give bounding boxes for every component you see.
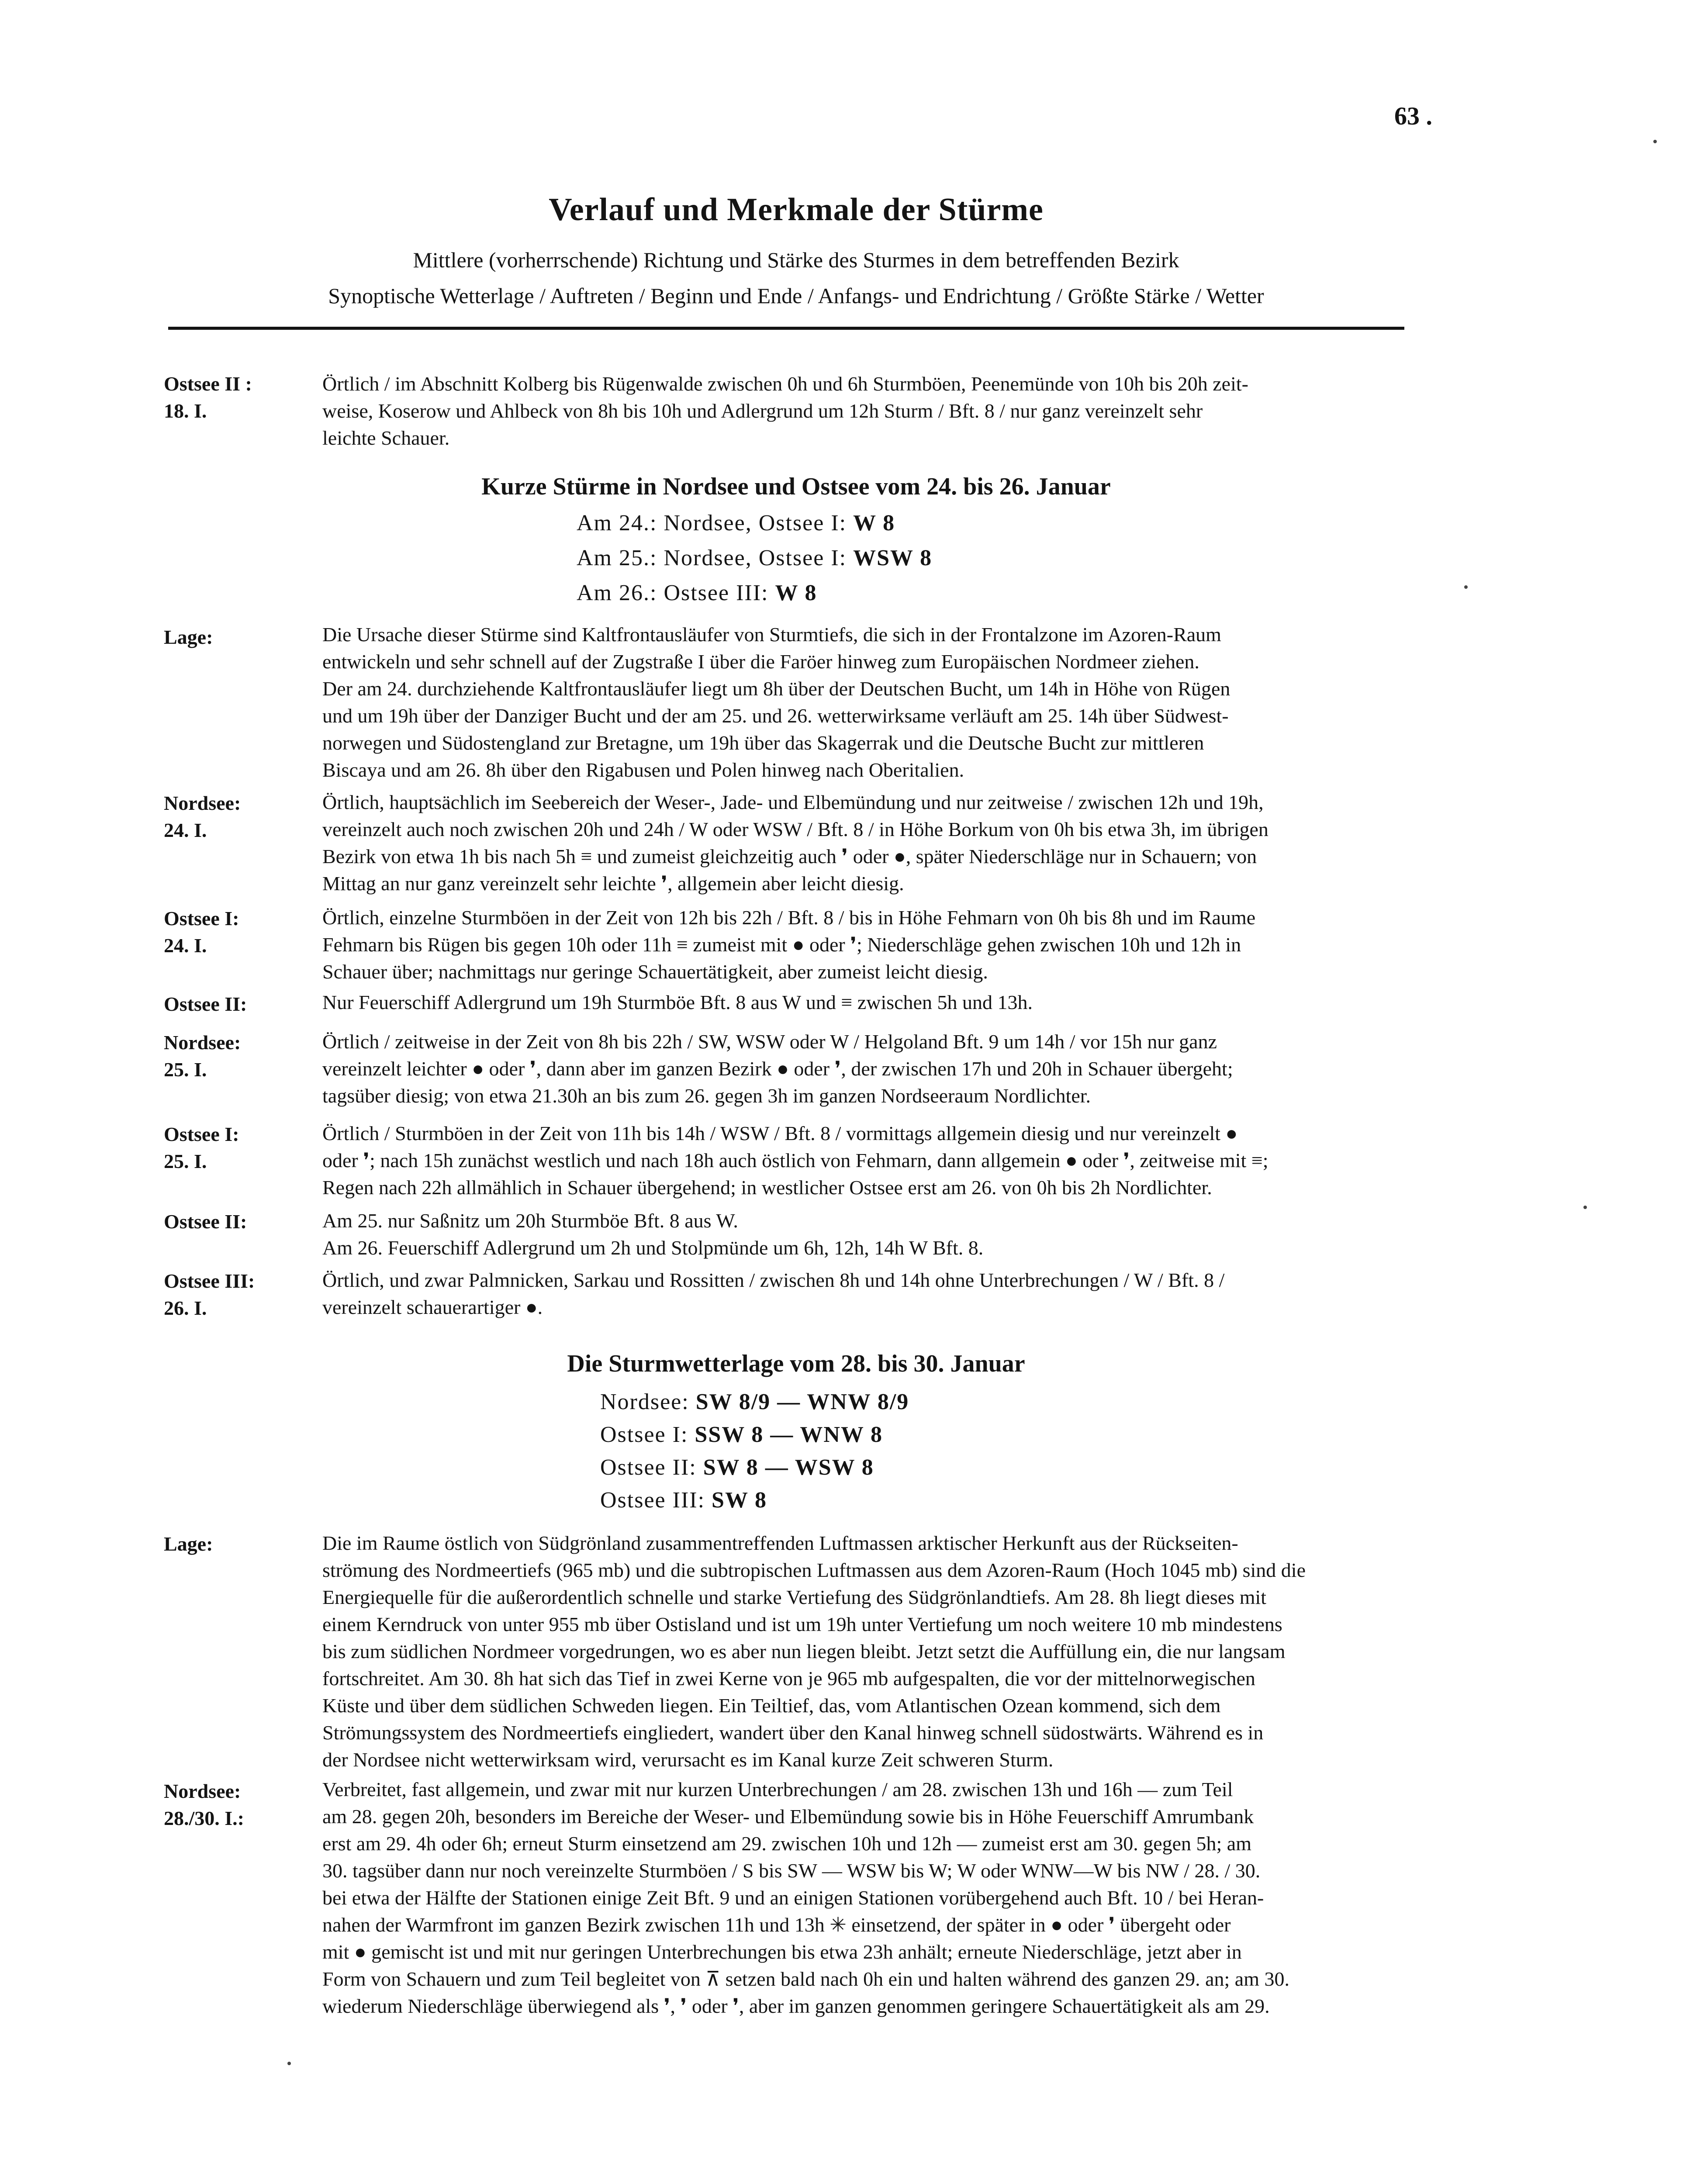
text-line: leichte Schauer.: [322, 427, 450, 449]
text-line: entwickeln und sehr schnell auf der Zugstraße I über die Faröer hinweg zum Europäischen Nordmeer ziehen.: [322, 650, 1199, 673]
label-line: Ostsee II:: [164, 1210, 247, 1233]
entry-label: [164, 1029, 308, 1083]
label-line: 24. I.: [164, 934, 207, 957]
text-line: am 28. gegen 20h, besonders im Bereiche der Weser- und Elbemündung sowie bis in Höhe Feuerschiff Amrumbank: [322, 1805, 1254, 1828]
text-line: mit ● gemischt ist und mit nur geringen Unterbrechungen bis etwa 23h anhält; erneute Niederschläge, jetzt aber in: [322, 1941, 1242, 1963]
text-line: vereinzelt auch noch zwischen 20h und 24h / W oder WSW / Bft. 8 / in Höhe Borkum von 0h bis etwa 3h, im übrigen: [322, 818, 1268, 840]
entry-text: [322, 1028, 1423, 1109]
label-line: 25. I.: [164, 1150, 207, 1172]
text-line: Mittag an nur ganz vereinzelt sehr leichte ❜, allgemein aber leicht diesig.: [322, 872, 904, 895]
text-line: Örtlich, und zwar Palmnicken, Sarkau und Rossitten / zwischen 8h und 14h ohne Unterbrechungen / W / Bft. 8 /: [322, 1269, 1225, 1291]
wind-value: SW 8 — WSW 8: [703, 1455, 874, 1480]
text-line: Örtlich / im Abschnitt Kolberg bis Rügenwalde zwischen 0h und 6h Sturmböen, Peenemünde von 10h bis 20h zeit-: [322, 373, 1248, 395]
label-line: Ostsee I:: [164, 1123, 239, 1145]
wind-region: Ostsee II:: [600, 1455, 703, 1480]
entry-text: [322, 370, 1423, 452]
label-line: Lage:: [164, 1533, 213, 1555]
entry-label: [164, 1531, 308, 1558]
text-line: nahen der Warmfront im ganzen Bezirk zwischen 11h und 13h ✳ einsetzend, der später in ● oder ❜ übergeht oder: [322, 1914, 1231, 1936]
label-line: Ostsee II:: [164, 993, 247, 1015]
entry-label: [164, 991, 308, 1018]
label-line: 26. I.: [164, 1297, 207, 1319]
text-line: erst am 29. 4h oder 6h; erneut Sturm einsetzend am 29. zwischen 10h und 12h — zumeist erst am 30. gegen 5h; am: [322, 1832, 1252, 1855]
wind-region: Am 25.: Nordsee, Ostsee I:: [577, 546, 854, 570]
wind-region: Nordsee:: [600, 1389, 696, 1414]
text-line: Örtlich, einzelne Sturmböen in der Zeit von 12h bis 22h / Bft. 8 / bis in Höhe Fehmarn von 0h bis 8h und im Raume: [322, 906, 1256, 929]
text-line: norwegen und Südostengland zur Bretagne, um 19h über das Skagerrak und die Deutsche Bucht zur mittleren: [322, 732, 1204, 754]
label-line: 24. I.: [164, 819, 207, 841]
wind-region: Ostsee III:: [600, 1488, 712, 1513]
text-line: oder ❜; nach 15h zunächst westlich und nach 18h auch östlich von Fehmarn, dann allgemein ● oder ❜, zeitweise mit ≡;: [322, 1149, 1268, 1171]
text-line: tagsüber diesig; von etwa 21.30h an bis zum 26. gegen 3h im ganzen Nordseeraum Nordlichter.: [322, 1085, 1091, 1107]
text-line: Die Ursache dieser Stürme sind Kaltfrontausläufer von Sturmtiefs, die sich in der Frontalzone im Azoren-Raum: [322, 623, 1221, 646]
entry-label: [164, 1268, 308, 1322]
wind-region: Am 24.: Nordsee, Ostsee I:: [577, 511, 854, 536]
label-line: 25. I.: [164, 1058, 207, 1081]
wind-summary: [600, 1389, 909, 1415]
text-line: bis zum südlichen Nordmeer vorgedrungen, wo es aber nun liegen bleibt. Jetzt setzt die Auffüllung ein, die nur langsam: [322, 1640, 1286, 1662]
text-line: Der am 24. durchziehende Kaltfrontausläufer liegt um 8h über der Deutschen Bucht, um 14h in Höhe von Rügen: [322, 677, 1230, 700]
entry-label: [164, 1208, 308, 1235]
label-line: Nordsee:: [164, 1780, 241, 1802]
text-line: Strömungssystem des Nordmeertiefs eingliedert, wandert über den Kanal hinweg schnell südostwärts. Während es in: [322, 1721, 1264, 1744]
entry-text: [322, 1776, 1423, 2020]
entry-text: [322, 1207, 1423, 1261]
entry-label: [164, 1121, 308, 1175]
text-line: 30. tagsüber dann nur noch vereinzelte Sturmböen / S bis SW — WSW bis W; W oder WNW—W bis NW / 28. / 30.: [322, 1859, 1261, 1882]
entry-text: [322, 621, 1423, 784]
wind-value: W 8: [853, 511, 895, 536]
wind-summary: [577, 510, 895, 536]
page-number: 63 .: [1394, 102, 1432, 130]
wind-summary: [600, 1487, 767, 1513]
section-heading: Kurze Stürme in Nordsee und Ostsee vom 24. bis 26. Januar: [481, 473, 1111, 500]
text-line: weise, Koserow und Ahlbeck von 8h bis 10h und Adlergrund um 12h Sturm / Bft. 8 / nur ganz vereinzelt sehr: [322, 400, 1203, 422]
label-line: 18. I.: [164, 400, 207, 422]
wind-value: SW 8: [712, 1488, 767, 1513]
label-line: Lage:: [164, 626, 213, 648]
text-line: Örtlich / zeitweise in der Zeit von 8h bis 22h / SW, WSW oder W / Helgoland Bft. 9 um 14h / vor 15h nur ganz: [322, 1030, 1217, 1053]
wind-region: Am 26.: Ostsee III:: [577, 581, 775, 605]
text-line: der Nordsee nicht wetterwirksam wird, verursacht es im Kanal kurze Zeit schweren Sturm.: [322, 1749, 1054, 1771]
entry-label: [164, 370, 308, 425]
text-line: Nur Feuerschiff Adlergrund um 19h Sturmböe Bft. 8 aus W und ≡ zwischen 5h und 13h.: [322, 991, 1033, 1013]
text-line: Am 26. Feuerschiff Adlergrund um 2h und Stolpmünde um 6h, 12h, 14h W Bft. 8.: [322, 1237, 984, 1259]
scan-speck: [1653, 140, 1657, 143]
scan-speck: [1464, 585, 1468, 589]
text-line: bei etwa der Hälfte der Stationen einige Zeit Bft. 9 und an einigen Stationen vorübergehend auch Bft. 10 / bei Heran-: [322, 1887, 1264, 1909]
text-line: Am 25. nur Saßnitz um 20h Sturmböe Bft. 8 aus W.: [322, 1209, 738, 1232]
text-line: wiederum Niederschläge überwiegend als ❜, ❜ oder ❜, aber im ganzen genommen geringere Schauertätigkeit als am 29.: [322, 1995, 1270, 2017]
wind-region: Ostsee I:: [600, 1422, 695, 1447]
text-line: Verbreitet, fast allgemein, und zwar mit nur kurzen Unterbrechungen / am 28. zwischen 13h und 16h — zum Teil: [322, 1778, 1233, 1800]
text-line: Regen nach 22h allmählich in Schauer übergehend; in westlicher Ostsee erst am 26. von 0h bis 2h Nordlichter.: [322, 1176, 1212, 1199]
entry-text: [322, 989, 1423, 1016]
section-heading: Die Sturmwetterlage vom 28. bis 30. Januar: [567, 1350, 1025, 1377]
label-line: Ostsee II :: [164, 373, 252, 395]
wind-summary: [600, 1455, 874, 1480]
label-line: Ostsee I:: [164, 907, 239, 930]
wind-value: SSW 8 — WNW 8: [695, 1422, 883, 1447]
text-line: vereinzelt schauerartiger ●.: [322, 1296, 543, 1318]
wind-summary: [577, 545, 932, 571]
text-line: Form von Schauern und zum Teil begleitet von ⊼ setzen bald nach 0h ein und halten während des ganzen 29. an; am 30.: [322, 1968, 1289, 1990]
text-line: vereinzelt leichter ● oder ❜, dann aber im ganzen Bezirk ● oder ❜, der zwischen 17h und 20h in Schauer übergeht;: [322, 1057, 1233, 1080]
label-line: Nordsee:: [164, 1031, 241, 1054]
text-line: einem Kerndruck von unter 955 mb über Ostisland und ist um 19h unter Vertiefung um noch weitere 10 mb mindestens: [322, 1613, 1282, 1635]
text-line: Fehmarn bis Rügen bis gegen 10h oder 11h ≡ zumeist mit ● oder ❜; Niederschläge gehen zwischen 10h und 12h in: [322, 933, 1241, 956]
text-line: und um 19h über der Danziger Bucht und der am 25. und 26. wetterwirksame verläuft am 25. 14h über Südwest-: [322, 705, 1229, 727]
wind-value: W 8: [775, 581, 817, 605]
text-line: Örtlich, hauptsächlich im Seebereich der Weser-, Jade- und Elbemündung und nur zeitweise / zwischen 12h und 19h,: [322, 791, 1264, 813]
wind-summary: [577, 580, 817, 606]
wind-value: WSW 8: [853, 546, 933, 570]
text-line: Küste und über dem südlichen Schweden liegen. Ein Teiltief, das, vom Atlantischen Ozean kommend, sich dem: [322, 1694, 1221, 1717]
scan-speck: [287, 2062, 291, 2065]
text-line: Energiequelle für die außerordentlich schnelle und starke Vertiefung des Südgrönlandtiefs. Am 28. 8h liegt dieses mit: [322, 1586, 1267, 1608]
entry-label: [164, 1778, 308, 1832]
label-line: 28./30. I.:: [164, 1807, 244, 1829]
text-line: Örtlich / Sturmböen in der Zeit von 11h bis 14h / WSW / Bft. 8 / vormittags allgemein diesig und nur vereinzelt ●: [322, 1122, 1238, 1144]
subtitle-2: Synoptische Wetterlage / Auftreten / Beginn und Ende / Anfangs- und Endrichtung / Größte Stärke / Wetter: [328, 283, 1264, 308]
entry-label: [164, 905, 308, 959]
entry-text: [322, 1530, 1423, 1773]
page-title: Verlauf und Merkmale der Stürme: [549, 192, 1044, 228]
scan-speck: [1583, 1206, 1587, 1209]
text-line: Biscaya und am 26. 8h über den Rigabusen und Polen hinweg nach Oberitalien.: [322, 759, 964, 781]
entry-label: [164, 790, 308, 844]
text-line: Bezirk von etwa 1h bis nach 5h ≡ und zumeist gleichzeitig auch ❜ oder ●, später Niederschläge nur in Schauern; von: [322, 845, 1257, 867]
text-line: strömung des Nordmeertiefs (965 mb) und die subtropischen Luftmassen aus dem Azoren-Raum (Hoch 1045 mb) sind die: [322, 1559, 1306, 1581]
subtitle-1: Mittlere (vorherrschende) Richtung und Stärke des Sturmes in dem betreffenden Bezirk: [413, 248, 1179, 272]
entry-label: [164, 624, 308, 651]
text-line: fortschreitet. Am 30. 8h hat sich das Tief in zwei Kerne von je 965 mb aufgespalten, die vor der mittelnorwegischen: [322, 1667, 1255, 1690]
wind-summary: [600, 1422, 883, 1448]
entry-text: [322, 1120, 1423, 1201]
text-line: Schauer über; nachmittags nur geringe Schauertätigkeit, aber zumeist leicht diesig.: [322, 961, 988, 983]
label-line: Ostsee III:: [164, 1270, 255, 1292]
wind-value: SW 8/9 — WNW 8/9: [695, 1389, 909, 1414]
entry-text: [322, 904, 1423, 985]
entry-text: [322, 1267, 1423, 1321]
label-line: Nordsee:: [164, 792, 241, 814]
header-rule: [168, 327, 1404, 330]
entry-text: [322, 789, 1423, 897]
text-line: Die im Raume östlich von Südgrönland zusammentreffenden Luftmassen arktischer Herkunft aus der Rückseiten-: [322, 1532, 1238, 1554]
